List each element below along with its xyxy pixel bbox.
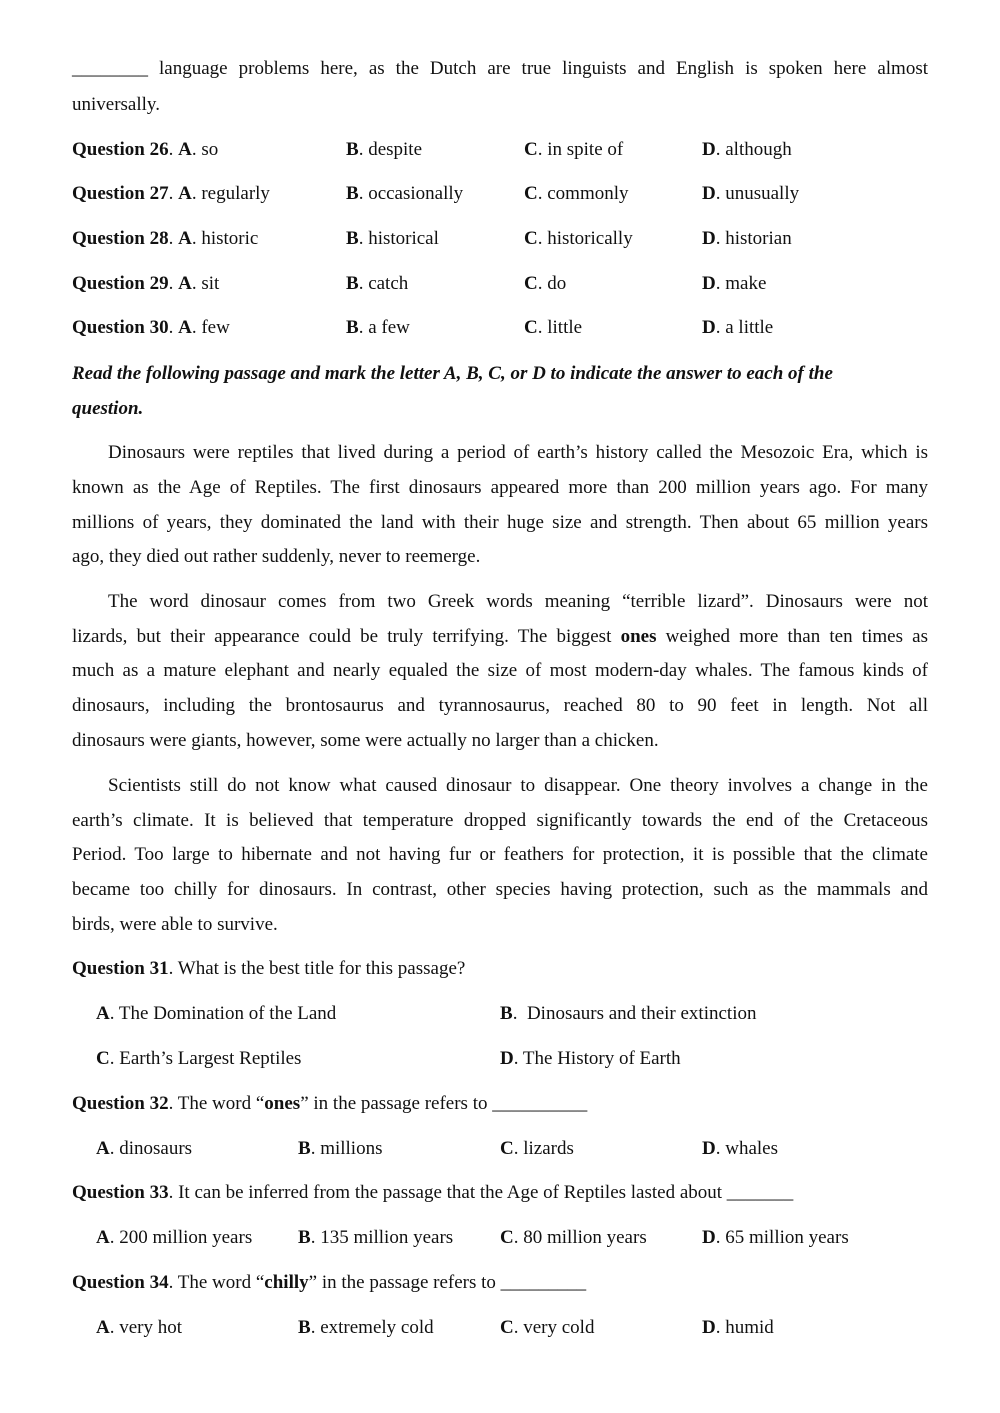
option-letter: C — [500, 1317, 514, 1338]
q27-option-b[interactable]: B. occasionally — [346, 183, 464, 204]
question-30: Question 30. A. few — [72, 317, 230, 338]
option-letter: C — [524, 183, 538, 204]
option-text: historian — [725, 228, 792, 249]
option-letter: D — [702, 273, 716, 294]
option-text: make — [725, 273, 767, 294]
p1-line-3: millions of years, they dominated the land with their huge size and strength. Then about 65 million years — [72, 512, 928, 533]
question-34-label: Question 34 — [72, 1272, 169, 1293]
option-a[interactable]: A. so — [178, 139, 219, 160]
q33-option-a[interactable]: A. 200 million years — [96, 1227, 253, 1248]
question-label: Question 28 — [72, 228, 169, 249]
question-label: Question 27 — [72, 183, 169, 204]
option-text: extremely cold — [320, 1317, 434, 1338]
option-text: although — [725, 139, 792, 160]
q32-option-b[interactable]: B. millions — [298, 1138, 383, 1159]
option-text: historically — [547, 228, 633, 249]
option-text: a little — [725, 317, 774, 338]
instruction-line-2: question. — [72, 398, 144, 419]
option-text: The History of Earth — [522, 1048, 681, 1069]
q33-option-d[interactable]: D. 65 million years — [702, 1227, 849, 1248]
passage-top-line-1: ________ language problems here, as the Dutch are true linguists and English is spoken here almost — [72, 58, 928, 79]
option-letter: B — [346, 317, 359, 338]
option-letter: C — [96, 1048, 110, 1069]
question-28: Question 28. A. historic — [72, 228, 259, 249]
option-a[interactable]: A. sit — [178, 273, 220, 294]
question-33-text: . It can be inferred from the passage that the Age of Reptiles lasted about _______ — [168, 1182, 794, 1203]
option-a[interactable]: A. few — [178, 317, 230, 338]
option-text: Earth’s Largest Reptiles — [119, 1048, 302, 1069]
option-text: unusually — [725, 183, 800, 204]
option-text: regularly — [201, 183, 270, 204]
option-letter: A — [178, 183, 192, 204]
p3-line-2: earth’s climate. It is believed that temperature dropped significantly towards the end of the Cretaceous — [72, 810, 928, 831]
highlight-word-ones: ones — [620, 626, 657, 647]
option-text: 65 million years — [725, 1227, 849, 1248]
option-letter: B — [346, 228, 359, 249]
q32-option-a[interactable]: A. dinosaurs — [96, 1138, 193, 1159]
option-letter: D — [702, 1138, 716, 1159]
option-text: millions — [320, 1138, 383, 1159]
option-letter: B — [500, 1003, 513, 1024]
option-text: despite — [368, 139, 423, 160]
option-text: very hot — [119, 1317, 183, 1338]
q27-option-c[interactable]: C. commonly — [524, 183, 629, 204]
option-letter: A — [178, 139, 192, 160]
q34-option-a[interactable]: A. very hot — [96, 1317, 183, 1338]
option-a[interactable]: A. regularly — [178, 183, 270, 204]
option-text: dinosaurs — [119, 1138, 193, 1159]
question-29: Question 29. A. sit — [72, 273, 220, 294]
option-text: lizards — [523, 1138, 574, 1159]
option-text: do — [547, 273, 567, 294]
q33-option-c[interactable]: C. 80 million years — [500, 1227, 647, 1248]
question-34-word: chilly — [264, 1272, 309, 1293]
option-letter: B — [298, 1317, 311, 1338]
p2-line-4: dinosaurs, including the brontosaurus and tyrannosaurus, reached 80 to 90 feet in length. Not all — [72, 695, 928, 716]
question-32-pre: . The word “ — [168, 1093, 265, 1114]
q34-option-d[interactable]: D. humid — [702, 1317, 774, 1338]
q28-option-b[interactable]: B. historical — [346, 228, 439, 249]
option-text: historical — [368, 228, 439, 249]
question-32 — [72, 1093, 587, 1115]
p3-line-1: Scientists still do not know what caused dinosaur to disappear. One theory involves a change in the — [108, 775, 928, 796]
q31-option-b[interactable]: B. Dinosaurs and their extinction — [500, 1003, 757, 1024]
p1-line-4: ago, they died out rather suddenly, never to reemerge. — [72, 546, 481, 567]
option-text: few — [201, 317, 230, 338]
option-letter: B — [298, 1227, 311, 1248]
q28-option-d[interactable]: D. historian — [702, 228, 792, 249]
question-33-label: Question 33 — [72, 1182, 169, 1203]
option-letter: D — [702, 1227, 716, 1248]
question-34 — [72, 1272, 586, 1294]
question-label: Question 30 — [72, 317, 169, 338]
q31-option-d[interactable]: D. The History of Earth — [500, 1048, 681, 1069]
option-text: The Domination of the Land — [118, 1003, 337, 1024]
question-32-label: Question 32 — [72, 1093, 169, 1114]
option-text: in spite of — [547, 139, 624, 160]
question-31-label: Question 31 — [72, 958, 169, 979]
option-text: commonly — [547, 183, 629, 204]
q30-option-b[interactable]: B. a few — [346, 317, 410, 338]
p3-line-5: birds, were able to survive. — [72, 914, 278, 935]
passage-top-line-2: universally. — [72, 94, 160, 115]
option-text: humid — [725, 1317, 774, 1338]
option-letter: B — [298, 1138, 311, 1159]
option-text: 200 million years — [119, 1227, 253, 1248]
option-letter: B — [346, 273, 359, 294]
option-letter: D — [702, 139, 716, 160]
q30-option-d[interactable]: D. a little — [702, 317, 774, 338]
option-text: sit — [201, 273, 220, 294]
question-27: Question 27. A. regularly — [72, 183, 270, 204]
question-31-text: . What is the best title for this passage? — [168, 958, 466, 979]
q28-option-c[interactable]: C. historically — [524, 228, 633, 249]
option-letter: D — [702, 228, 716, 249]
question-32-post: ” in the passage refers to __________ — [300, 1093, 588, 1114]
p2-line-3: much as a mature elephant and nearly equaled the size of most modern-day whales. The famous kinds of — [72, 660, 928, 681]
option-letter: D — [702, 1317, 716, 1338]
q32-option-d[interactable]: D. whales — [702, 1138, 778, 1159]
option-letter: A — [96, 1003, 110, 1024]
p2-line-5: dinosaurs were giants, however, some were actually no larger than a chicken. — [72, 730, 659, 751]
question-34-post: ” in the passage refers to _________ — [308, 1272, 587, 1293]
q26-option-d[interactable]: D. although — [702, 139, 792, 160]
option-letter: D — [500, 1048, 514, 1069]
option-text: 80 million years — [523, 1227, 647, 1248]
option-letter: A — [96, 1138, 110, 1159]
option-letter: B — [346, 183, 359, 204]
q26-option-c[interactable]: C. in spite of — [524, 139, 624, 160]
p1-line-1: Dinosaurs were reptiles that lived during a period of earth’s history called the Mesozoic Era, which is — [108, 442, 928, 463]
q32-option-c[interactable]: C. lizards — [500, 1138, 574, 1159]
option-letter: A — [178, 317, 192, 338]
option-letter: D — [702, 317, 716, 338]
question-26: Question 26. A. so — [72, 139, 219, 160]
option-letter: D — [702, 183, 716, 204]
option-letter: B — [346, 139, 359, 160]
option-letter: C — [500, 1138, 514, 1159]
question-33 — [72, 1182, 793, 1204]
option-text: 135 million years — [320, 1227, 454, 1248]
instruction-line-1: Read the following passage and mark the letter A, B, C, or D to indicate the answer to each of the — [72, 363, 833, 384]
option-text: historic — [201, 228, 259, 249]
option-text: occasionally — [368, 183, 464, 204]
q29-option-d[interactable]: D. make — [702, 273, 767, 294]
q31-option-c[interactable]: C. Earth’s Largest Reptiles — [96, 1048, 302, 1069]
q33-option-b[interactable]: B. 135 million years — [298, 1227, 454, 1248]
option-text: very cold — [523, 1317, 595, 1338]
option-text: little — [547, 317, 583, 338]
p2-line-2 — [72, 626, 928, 648]
p2-line-1: The word dinosaur comes from two Greek words meaning “terrible lizard”. Dinosaurs were not — [108, 591, 928, 612]
q30-option-c[interactable]: C. little — [524, 317, 583, 338]
option-text: whales — [725, 1138, 778, 1159]
question-32-word: ones — [264, 1093, 301, 1114]
option-letter: C — [524, 317, 538, 338]
option-letter: A — [178, 228, 192, 249]
q34-option-b[interactable]: B. extremely cold — [298, 1317, 434, 1338]
option-letter: A — [96, 1317, 110, 1338]
q34-option-c[interactable]: C. very cold — [500, 1317, 595, 1338]
p1-line-2: known as the Age of Reptiles. The first dinosaurs appeared more than 200 million years ago. For many — [72, 477, 928, 498]
option-letter: C — [524, 139, 538, 160]
question-label: Question 29 — [72, 273, 169, 294]
option-letter: A — [178, 273, 192, 294]
q27-option-d[interactable]: D. unusually — [702, 183, 800, 204]
option-letter: C — [524, 273, 538, 294]
option-letter: C — [524, 228, 538, 249]
option-letter: C — [500, 1227, 514, 1248]
option-a[interactable]: A. historic — [178, 228, 259, 249]
question-label: Question 26 — [72, 139, 169, 160]
p3-line-3: Period. Too large to hibernate and not having fur or feathers for protection, it is possible that the climate — [72, 844, 928, 865]
q26-option-b[interactable]: B. despite — [346, 139, 423, 160]
p2-line-2-b: weighed more than ten times as — [656, 626, 929, 647]
q29-option-c[interactable]: C. do — [524, 273, 567, 294]
question-34-pre: . The word “ — [168, 1272, 265, 1293]
question-31 — [72, 958, 465, 980]
p3-line-4: became too chilly for dinosaurs. In contrast, other species having protection, such as the mammals and — [72, 879, 928, 900]
q31-option-a[interactable]: A. The Domination of the Land — [96, 1003, 337, 1024]
q29-option-b[interactable]: B. catch — [346, 273, 409, 294]
option-text: a few — [368, 317, 410, 338]
option-letter: A — [96, 1227, 110, 1248]
option-text: so — [201, 139, 219, 160]
p2-line-2-a: lizards, but their appearance could be truly terrifying. The biggest — [72, 626, 621, 647]
option-text: catch — [368, 273, 409, 294]
option-text: Dinosaurs and their extinction — [526, 1003, 757, 1024]
